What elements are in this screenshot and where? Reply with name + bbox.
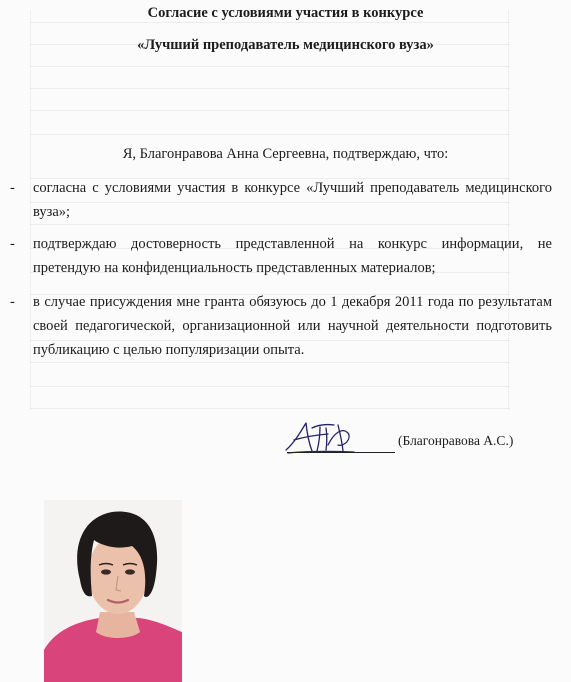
list-item-text: в случае присуждения мне гранта обязуюсь до 1 декабря 2011 года по результатам своей педагогической, организационной или научной деятельности подготовить публикацию с целью популяризации опыта. xyxy=(33,294,552,358)
bullet-dash: - xyxy=(10,180,15,196)
list-item-text: согласна с условиями участия в конкурсе «Лучший преподаватель медицинского вуза»; xyxy=(33,180,552,220)
list-item xyxy=(10,232,552,280)
bullet-dash: - xyxy=(10,236,15,252)
list-item xyxy=(10,290,552,362)
signer-name: (Благонравова А.С.) xyxy=(398,433,514,448)
list-item xyxy=(10,176,552,224)
bullet-dash: - xyxy=(10,294,15,310)
list-item-text: подтверждаю достоверность представленной на конкурс информации, не претендую на конфиденциальность представленных материалов; xyxy=(33,236,552,276)
document-subtitle: «Лучший преподаватель медицинского вуза» xyxy=(137,37,434,53)
intro-statement: Я, Благонравова Анна Сергеевна, подтверждаю, что: xyxy=(122,146,449,162)
handwritten-signature xyxy=(282,415,362,457)
portrait-photo xyxy=(44,500,182,682)
document-title: Согласие с условиями участия в конкурсе xyxy=(147,5,424,21)
signature-line xyxy=(287,452,395,453)
